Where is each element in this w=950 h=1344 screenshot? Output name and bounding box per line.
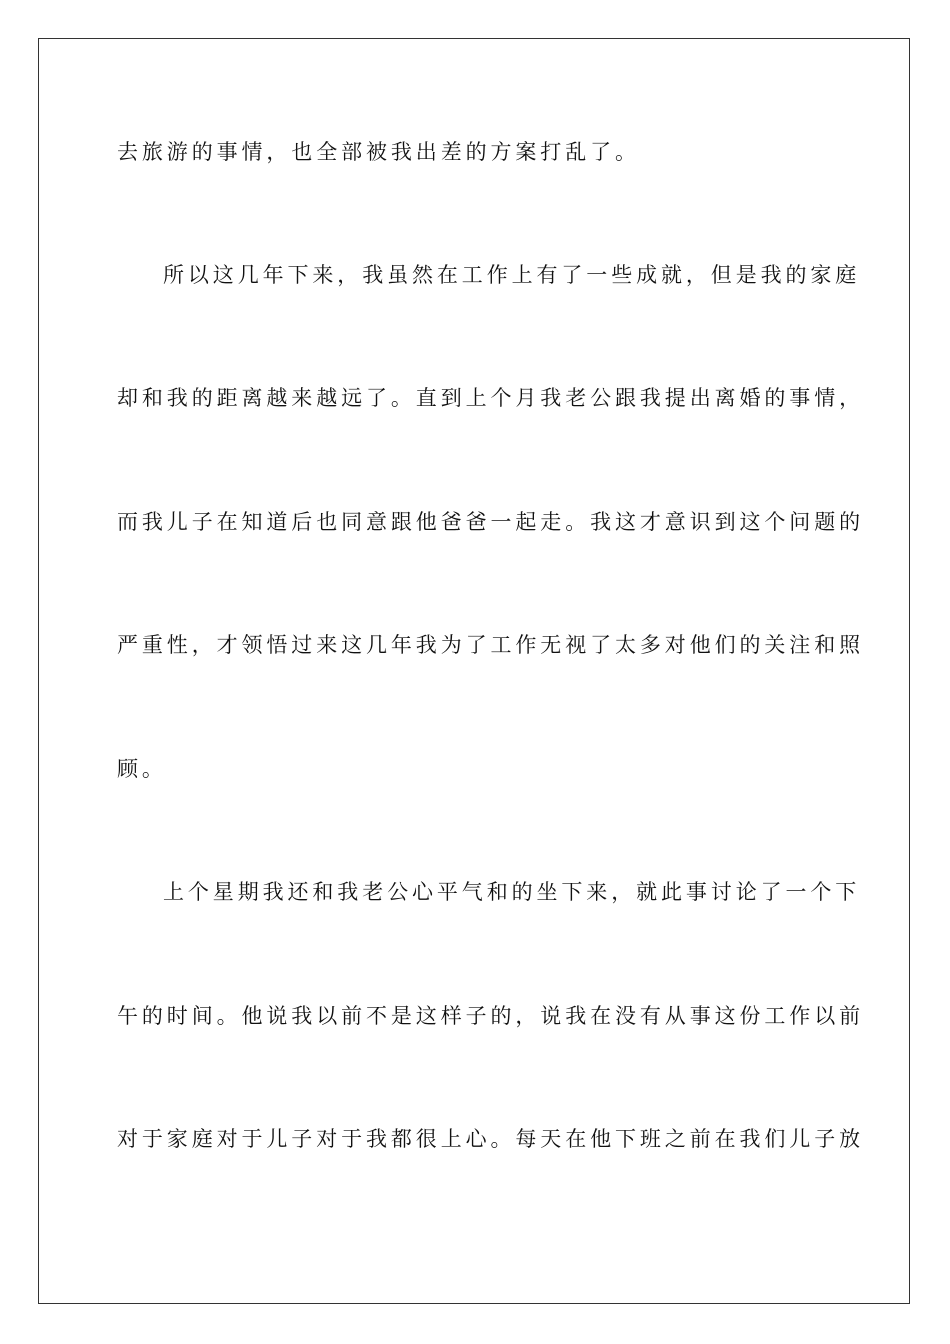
text-line-3: 却和我的距离越来越远了。直到上个月我老公跟我提出离婚的事情， — [117, 386, 864, 410]
text-line-4: 而我儿子在知道后也同意跟他爸爸一起走。我这才意识到这个问题的 — [117, 510, 864, 534]
page-border — [38, 38, 910, 1304]
text-line-2: 所以这几年下来，我虽然在工作上有了一些成就，但是我的家庭 — [163, 263, 861, 287]
text-line-6: 顾。 — [117, 757, 167, 781]
text-line-8: 午的时间。他说我以前不是这样子的，说我在没有从事这份工作以前 — [117, 1004, 864, 1028]
text-line-9: 对于家庭对于儿子对于我都很上心。每天在他下班之前在我们儿子放 — [117, 1127, 864, 1151]
text-line-1: 去旅游的事情，也全部被我出差的方案打乱了。 — [117, 140, 640, 164]
text-line-5: 严重性，才领悟过来这几年我为了工作无视了太多对他们的关注和照 — [117, 633, 864, 657]
text-line-7: 上个星期我还和我老公心平气和的坐下来，就此事讨论了一个下 — [163, 880, 861, 904]
